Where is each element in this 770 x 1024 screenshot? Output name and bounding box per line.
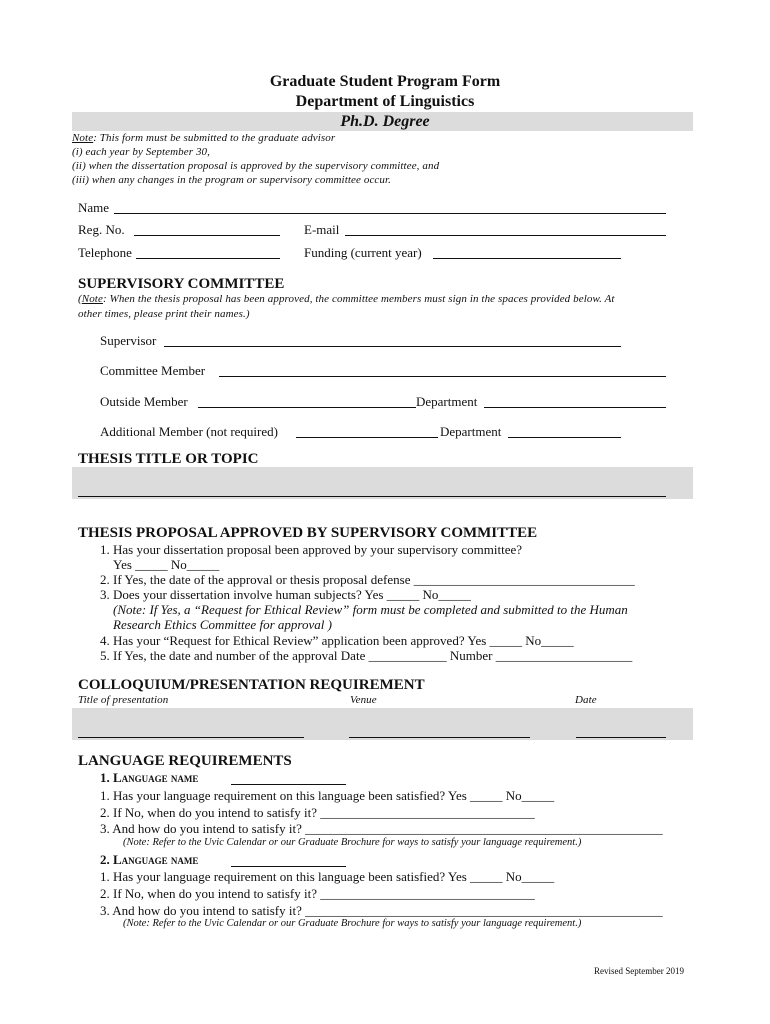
- supervisory-note-cont: other times, please print their names.): [78, 308, 250, 320]
- supervisory-note-text: : When the thesis proposal has been approved, the committee members must sign in the spaces provided below. At: [102, 293, 615, 305]
- additional-member-field[interactable]: [296, 423, 438, 438]
- form-title: Graduate Student Program Form: [269, 73, 501, 90]
- telephone-field[interactable]: [136, 244, 280, 259]
- funding-label: Funding (current year): [304, 245, 422, 260]
- supervisory-heading: SUPERVISORY COMMITTEE: [78, 276, 285, 292]
- colloquium-title-field[interactable]: [78, 737, 304, 738]
- additional-member-label: Additional Member (not required): [100, 424, 278, 439]
- proposal-q5[interactable]: 5. If Yes, the date and number of the approval Date ____________ Number _____________________: [100, 648, 633, 663]
- language-1-q2[interactable]: 2. If No, when do you intend to satisfy it? _________________________________: [100, 805, 535, 820]
- department-title: Department of Linguistics: [295, 93, 475, 110]
- language-2-label: 2. Language name: [100, 852, 199, 867]
- language-1-q1[interactable]: 1. Has your language requirement on this language been satisfied? Yes _____ No_____: [100, 788, 555, 803]
- proposal-q4[interactable]: 4. Has your “Request for Ethical Review” application been approved? Yes _____ No_____: [100, 633, 574, 648]
- name-label: Name: [78, 200, 110, 215]
- language-1-field[interactable]: [231, 770, 346, 785]
- language-2-q1[interactable]: 1. Has your language requirement on this language been satisfied? Yes _____ No_____: [100, 869, 555, 884]
- additional-department-field[interactable]: [508, 423, 621, 438]
- language-2-note: (Note: Refer to the Uvic Calendar or our Graduate Brochure for ways to satisfy your language requirement.): [123, 918, 582, 929]
- funding-field[interactable]: [433, 244, 621, 259]
- colloquium-title-header: Title of presentation: [78, 694, 169, 706]
- proposal-q1: 1. Has your dissertation proposal been approved by your supervisory committee?: [100, 542, 523, 557]
- proposal-q2[interactable]: 2. If Yes, the date of the approval or thesis proposal defense __________________________________: [100, 572, 635, 587]
- note-intro: : This form must be submitted to the graduate advisor: [93, 132, 336, 144]
- colloquium-venue-field[interactable]: [349, 737, 530, 738]
- thesis-title-field[interactable]: [78, 496, 666, 497]
- note-item: (iii) when any changes in the program or supervisory committee occur.: [72, 174, 392, 186]
- language-2-q2[interactable]: 2. If No, when do you intend to satisfy it? _________________________________: [100, 886, 535, 901]
- name-field[interactable]: [114, 199, 666, 214]
- outside-department-label: Department: [416, 394, 478, 409]
- supervisor-field[interactable]: [164, 332, 621, 347]
- language-heading: LANGUAGE REQUIREMENTS: [78, 753, 292, 769]
- colloquium-venue-header: Venue: [350, 694, 377, 706]
- proposal-q3-note: (Note: If Yes, a “Request for Ethical Review” form must be completed and submitted to the Human: [113, 602, 628, 617]
- revised-date: Revised September 2019: [594, 966, 684, 976]
- language-1-note: (Note: Refer to the Uvic Calendar or our Graduate Brochure for ways to satisfy your language requirement.): [123, 837, 582, 848]
- proposal-heading: THESIS PROPOSAL APPROVED BY SUPERVISORY COMMITTEE: [78, 525, 538, 541]
- reg-no-label: Reg. No.: [78, 222, 125, 237]
- language-1-label: 1. Language name: [100, 770, 199, 785]
- outside-member-label: Outside Member: [100, 394, 188, 409]
- note-item: (i) each year by September 30,: [72, 146, 211, 158]
- committee-member-field[interactable]: [219, 362, 666, 377]
- note-item: (ii) when the dissertation proposal is approved by the supervisory committee, and: [72, 160, 440, 172]
- language-2-q3[interactable]: 3. And how do you intend to satisfy it? _______________________________________________________: [100, 903, 663, 918]
- supervisor-label: Supervisor: [100, 333, 157, 348]
- telephone-label: Telephone: [78, 245, 132, 260]
- degree-title: Ph.D. Degree: [340, 113, 430, 130]
- language-1-q3[interactable]: 3. And how do you intend to satisfy it? _______________________________________________________: [100, 821, 663, 836]
- supervisory-note: (Note: When the thesis proposal has been approved, the committee members must sign in the spaces provided below. At: [78, 293, 615, 305]
- supervisory-note-label: Note: [81, 293, 103, 305]
- email-label: E-mail: [304, 222, 340, 237]
- proposal-q1-answer[interactable]: Yes _____ No_____: [113, 557, 220, 572]
- reg-no-field[interactable]: [134, 221, 280, 236]
- outside-member-field[interactable]: [198, 393, 416, 408]
- proposal-q3-note-cont: Research Ethics Committee for approval ): [113, 617, 332, 632]
- email-field[interactable]: [345, 221, 666, 236]
- colloquium-date-field[interactable]: [576, 737, 666, 738]
- language-2-field[interactable]: [231, 852, 346, 867]
- colloquium-date-header: Date: [575, 694, 597, 706]
- colloquium-heading: COLLOQUIUM/PRESENTATION REQUIREMENT: [78, 677, 425, 693]
- note-label: Note: [72, 132, 94, 144]
- outside-department-field[interactable]: [484, 393, 666, 408]
- colloquium-band: [72, 708, 693, 740]
- thesis-title-band: [72, 467, 693, 499]
- thesis-heading: THESIS TITLE OR TOPIC: [78, 451, 259, 467]
- proposal-q3[interactable]: 3. Does your dissertation involve human subjects? Yes _____ No_____: [100, 587, 471, 602]
- committee-member-label: Committee Member: [100, 363, 206, 378]
- submission-note: [72, 132, 335, 144]
- additional-department-label: Department: [440, 424, 502, 439]
